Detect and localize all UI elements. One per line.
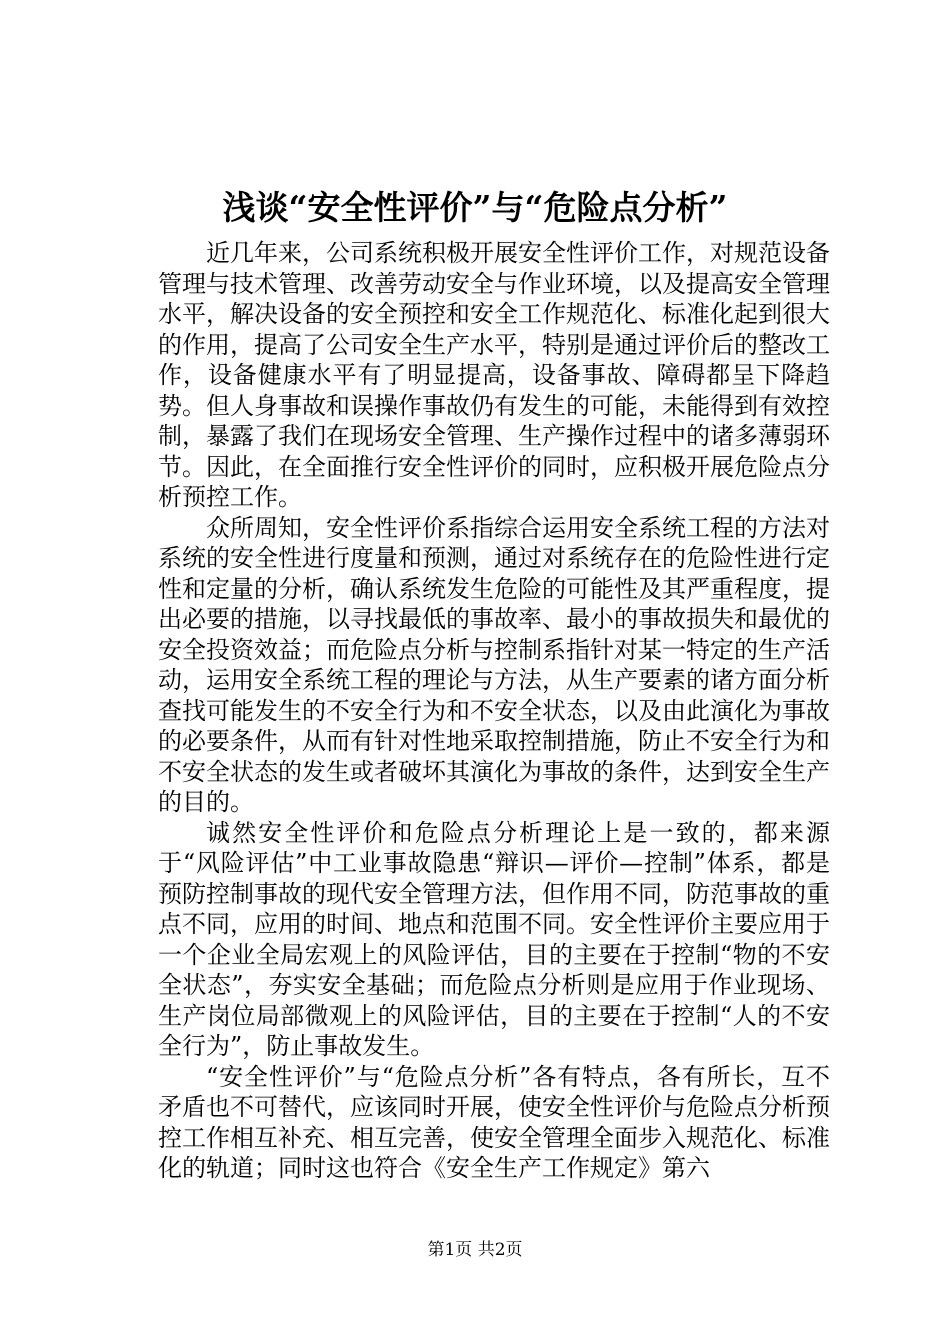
- paragraph-3: 诚然安全性评价和危险点分析理论上是一致的，都来源于“风险评估”中工业事故隐患“辩识—评价—控制”体系，都是预防控制事故的现代安全管理方法，但作用不同，防范事故的重点不同，应用的时间、地点和范围不同。安全性评价主要应用于一个企业全局宏观上的风险评估，目的主要在于控制“物的不安全状态”，夯实安全基础；而危险点分析则是应用于作业现场、生产岗位局部微观上的风险评估，目的主要在于控制“人的不安全行为”，防止事故发生。: [158, 818, 830, 1060]
- paragraph-4: “安全性评价”与“危险点分析”各有特点，各有所长，互不矛盾也不可替代，应该同时开展，使安全性评价与危险点分析预控工作相互补充、相互完善，使安全管理全面步入规范化、标准化的轨道；同时这也符合《安全生产工作规定》第六: [158, 1062, 830, 1182]
- page-footer: 第1页 共2页: [427, 1240, 523, 1260]
- document-body: [158, 238, 830, 1184]
- document-title: 浅谈“安全性评价”与“危险点分析”: [222, 188, 728, 227]
- paragraph-2: 众所周知，安全性评价系指综合运用安全系统工程的方法对系统的安全性进行度量和预测，通过对系统存在的危险性进行定性和定量的分析，确认系统发生危险的可能性及其严重程度，提出必要的措施，以寻找最低的事故率、最小的事故损失和最优的安全投资效益；而危险点分析与控制系指针对某一特定的生产活动，运用安全系统工程的理论与方法，从生产要素的诸方面分析查找可能发生的不安全行为和不安全状态，以及由此演化为事故的必要条件，从而有针对性地采取控制措施，防止不安全行为和不安全状态的发生或者破坏其演化为事故的条件，达到安全生产的目的。: [158, 513, 830, 816]
- paragraph-1: 近几年来，公司系统积极开展安全性评价工作，对规范设备管理与技术管理、改善劳动安全与作业环境，以及提高安全管理水平，解决设备的安全预控和安全工作规范化、标准化起到很大的作用，提高了公司安全生产水平，特别是通过评价后的整改工作，设备健康水平有了明显提高，设备事故、障碍都呈下降趋势。但人身事故和误操作事故仍有发生的可能，未能得到有效控制，暴露了我们在现场安全管理、生产操作过程中的诸多薄弱环节。因此，在全面推行安全性评价的同时，应积极开展危险点分析预控工作。: [158, 239, 830, 511]
